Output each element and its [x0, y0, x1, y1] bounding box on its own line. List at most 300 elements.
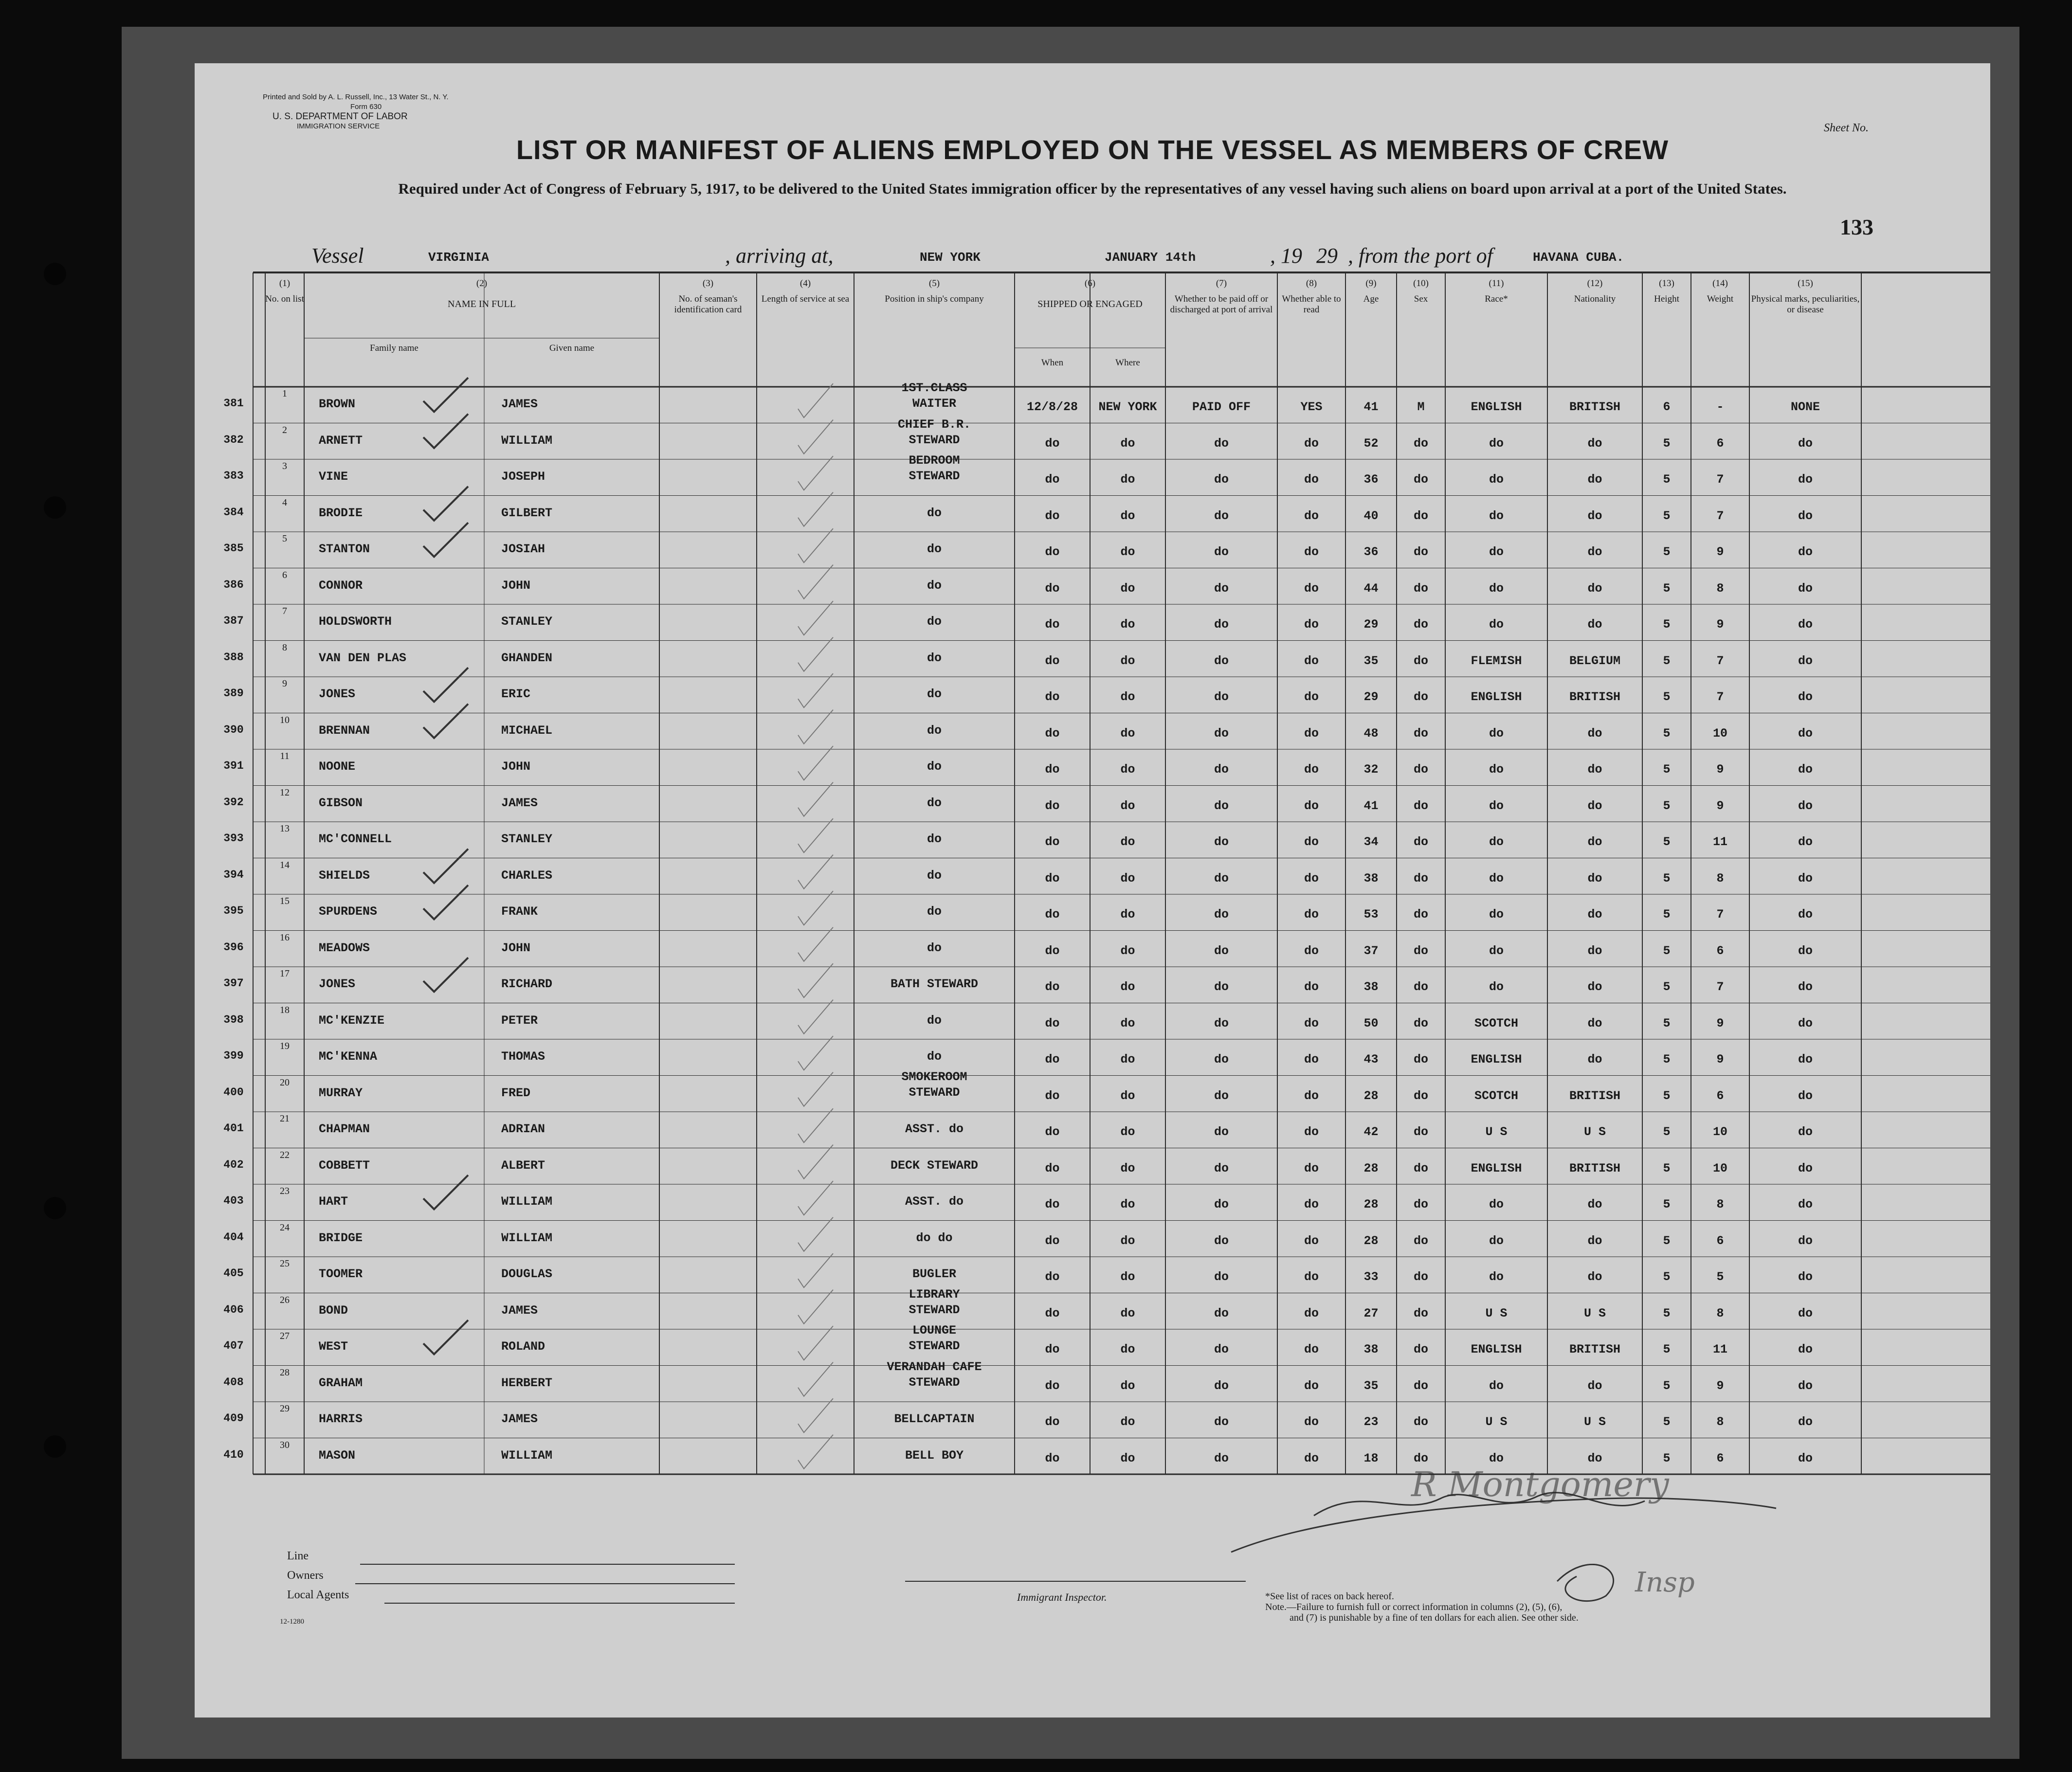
- margin-line-number: 395: [223, 904, 244, 918]
- nationality: do: [1587, 980, 1602, 994]
- column-header: [1445, 278, 1547, 305]
- shipped-where: do: [1120, 1378, 1135, 1393]
- family-name: NOONE: [319, 759, 356, 774]
- height: 5: [1663, 653, 1671, 668]
- column-number: (6): [1084, 278, 1096, 289]
- shipped-when: do: [1045, 1415, 1060, 1429]
- height: 5: [1663, 980, 1671, 994]
- signature-title: Insp: [1635, 1567, 1695, 1598]
- paid-off: do: [1214, 617, 1229, 632]
- nationality: do: [1587, 907, 1602, 922]
- position-in-company: do: [927, 1049, 942, 1064]
- column-number: (13): [1659, 278, 1674, 289]
- family-name: GRAHAM: [319, 1375, 363, 1390]
- physical-marks: do: [1798, 545, 1813, 560]
- paid-off: do: [1214, 545, 1229, 560]
- physical-marks: do: [1798, 798, 1813, 813]
- physical-marks: do: [1798, 1088, 1813, 1103]
- age: 34: [1363, 835, 1379, 850]
- physical-marks: do: [1798, 1306, 1813, 1320]
- weight: 9: [1716, 617, 1724, 632]
- column-header: [304, 278, 659, 309]
- paid-off: PAID OFF: [1192, 400, 1251, 415]
- nationality: do: [1587, 1016, 1602, 1031]
- height: 5: [1663, 835, 1671, 850]
- column-number: (7): [1216, 278, 1227, 289]
- manifest-page: [195, 63, 1990, 1718]
- punch-hole: [44, 1435, 66, 1458]
- margin-line-number: 403: [223, 1194, 244, 1208]
- given-name: JAMES: [501, 1412, 538, 1427]
- position-in-company: SMOKEROOM: [901, 1069, 967, 1084]
- shipped-when: do: [1045, 581, 1060, 596]
- nationality: BRITISH: [1569, 1342, 1621, 1357]
- given-name: STANLEY: [501, 615, 553, 629]
- column-header: [1345, 278, 1397, 305]
- physical-marks: do: [1798, 1197, 1813, 1212]
- position-in-company: do: [927, 759, 942, 774]
- table-row: [195, 1221, 1990, 1257]
- height: 5: [1663, 1270, 1671, 1284]
- position-in-company: ASST. do: [905, 1122, 964, 1137]
- form-code: 12-1280: [280, 1618, 304, 1626]
- shipped-when: do: [1045, 762, 1060, 777]
- list-number: 14: [280, 859, 290, 870]
- shipped-when: do: [1045, 653, 1060, 668]
- given-name: ROLAND: [501, 1339, 545, 1354]
- list-number: 21: [280, 1113, 290, 1124]
- able-to-read: do: [1304, 835, 1319, 850]
- weight: 10: [1712, 1125, 1727, 1139]
- able-to-read: do: [1304, 436, 1319, 451]
- nationality: BRITISH: [1569, 400, 1621, 415]
- margin-line-number: 392: [223, 796, 244, 809]
- physical-marks: do: [1798, 1161, 1813, 1175]
- shipped-where: do: [1120, 1306, 1135, 1320]
- race: do: [1489, 762, 1504, 777]
- column-header: [1547, 278, 1642, 305]
- column-label: Race*: [1485, 294, 1508, 304]
- family-name: MURRAY: [319, 1085, 363, 1100]
- margin-line-number: 396: [223, 940, 244, 954]
- physical-marks: do: [1798, 835, 1813, 850]
- list-number: 20: [280, 1077, 290, 1088]
- position-in-company: do do: [916, 1230, 953, 1245]
- able-to-read: do: [1304, 472, 1319, 487]
- list-number: 13: [280, 823, 290, 834]
- physical-marks: do: [1798, 690, 1813, 705]
- paid-off: do: [1214, 871, 1229, 886]
- race: do: [1489, 835, 1504, 850]
- sex: do: [1413, 508, 1428, 523]
- list-number: 8: [282, 642, 287, 653]
- race: do: [1489, 871, 1504, 886]
- footnote-line: Note.—Failure to furnish full or correct information in columns (2), (5), (6),: [1265, 1602, 1563, 1612]
- paid-off: do: [1214, 1016, 1229, 1031]
- age: 48: [1363, 726, 1379, 741]
- table-row: [195, 1438, 1990, 1475]
- able-to-read: do: [1304, 726, 1319, 741]
- given-name: JOSEPH: [501, 470, 545, 484]
- position-in-company: CHIEF B.R.: [897, 417, 971, 432]
- list-number: 28: [280, 1367, 290, 1378]
- column-number: (10): [1413, 278, 1429, 289]
- nationality: do: [1587, 1451, 1602, 1465]
- position-in-company: do: [927, 687, 942, 702]
- paid-off: do: [1214, 1161, 1229, 1175]
- race: do: [1489, 508, 1504, 523]
- service-name: IMMIGRATION SERVICE: [297, 122, 380, 130]
- sex: do: [1413, 943, 1428, 958]
- table-row: [195, 641, 1990, 677]
- paid-off: do: [1214, 943, 1229, 958]
- punch-hole: [44, 263, 66, 285]
- race: ENGLISH: [1471, 690, 1522, 705]
- height: 5: [1663, 1016, 1671, 1031]
- list-number: 6: [282, 569, 287, 580]
- position-in-company: BATH STEWARD: [890, 977, 979, 992]
- age: 23: [1363, 1415, 1379, 1429]
- column-label: Height: [1654, 294, 1679, 304]
- physical-marks: do: [1798, 581, 1813, 596]
- sex: do: [1413, 653, 1428, 668]
- sex: do: [1413, 726, 1428, 741]
- margin-line-number: 382: [223, 433, 244, 446]
- weight: 7: [1716, 907, 1724, 922]
- position-in-company: do: [927, 868, 942, 883]
- column-header: [854, 278, 1015, 305]
- given-name: FRANK: [501, 904, 538, 919]
- page-number: 133: [1840, 215, 1873, 239]
- height: 5: [1663, 1233, 1671, 1248]
- height: 5: [1663, 798, 1671, 813]
- height: 5: [1663, 1197, 1671, 1212]
- list-number: 25: [280, 1258, 290, 1269]
- paid-off: do: [1214, 581, 1229, 596]
- list-number: 11: [280, 751, 290, 762]
- given-name: THOMAS: [501, 1049, 545, 1064]
- shipped-where: do: [1120, 871, 1135, 886]
- physical-marks: do: [1798, 1270, 1813, 1284]
- shipped-where: do: [1120, 726, 1135, 741]
- margin-line-number: 397: [223, 977, 244, 990]
- nationality: do: [1587, 508, 1602, 523]
- paid-off: do: [1214, 798, 1229, 813]
- height: 5: [1663, 472, 1671, 487]
- column-number: (14): [1712, 278, 1728, 289]
- table-row: [195, 713, 1990, 750]
- given-name: ADRIAN: [501, 1122, 545, 1137]
- paid-off: do: [1214, 907, 1229, 922]
- position-in-company: do: [927, 940, 942, 955]
- able-to-read: do: [1304, 943, 1319, 958]
- nationality: do: [1587, 581, 1602, 596]
- table-row: [195, 1148, 1990, 1185]
- shipped-where: do: [1120, 1451, 1135, 1465]
- column-label: NAME IN FULL: [448, 299, 516, 309]
- table-row: [195, 1287, 1990, 1330]
- age: 35: [1363, 653, 1379, 668]
- footnote-line: *See list of races on back hereof.: [1265, 1591, 1394, 1602]
- column-subheader: When: [1041, 358, 1064, 368]
- list-number: 15: [280, 896, 290, 907]
- race: do: [1489, 980, 1504, 994]
- line-label: Line: [287, 1550, 309, 1562]
- shipped-when: do: [1045, 1088, 1060, 1103]
- column-number: (2): [476, 278, 488, 289]
- list-number: 24: [280, 1222, 290, 1233]
- margin-line-number: 394: [223, 868, 244, 881]
- shipped-where: do: [1120, 617, 1135, 632]
- position-in-company: do: [927, 615, 942, 629]
- nationality: do: [1587, 871, 1602, 886]
- paid-off: do: [1214, 835, 1229, 850]
- weight: 8: [1716, 581, 1724, 596]
- height: 5: [1663, 943, 1671, 958]
- column-label: Weight: [1707, 294, 1734, 304]
- position-in-company: ASST. do: [905, 1194, 964, 1209]
- table-row: [195, 604, 1990, 641]
- margin-line-number: 389: [223, 687, 244, 700]
- nationality: U S: [1583, 1306, 1606, 1320]
- race: do: [1489, 798, 1504, 813]
- margin-line-number: 405: [223, 1267, 244, 1280]
- race: do: [1489, 581, 1504, 596]
- given-name: CHARLES: [501, 868, 553, 883]
- paid-off: do: [1214, 1125, 1229, 1139]
- given-name: JOHN: [501, 940, 531, 955]
- shipped-where: do: [1120, 545, 1135, 560]
- family-name: MEADOWS: [319, 940, 370, 955]
- race: do: [1489, 472, 1504, 487]
- sex: do: [1413, 1125, 1428, 1139]
- age: 36: [1363, 472, 1379, 487]
- weight: 8: [1716, 1306, 1724, 1320]
- able-to-read: do: [1304, 907, 1319, 922]
- height: 5: [1663, 581, 1671, 596]
- sex: do: [1413, 690, 1428, 705]
- nationality: do: [1587, 1197, 1602, 1212]
- column-label: Physical marks, peculiarities, or disease: [1751, 294, 1860, 315]
- vessel-name: VIRGINIA: [428, 250, 489, 265]
- sex: do: [1413, 1415, 1428, 1429]
- table-row: [195, 677, 1990, 713]
- age: 41: [1363, 798, 1379, 813]
- table-row: [195, 786, 1990, 822]
- table-row: [195, 1257, 1990, 1293]
- family-name: WEST: [319, 1339, 348, 1354]
- race: FLEMISH: [1471, 653, 1522, 668]
- paid-off: do: [1214, 1451, 1229, 1465]
- punch-hole: [44, 496, 66, 519]
- weight: 9: [1716, 1378, 1724, 1393]
- age: 29: [1363, 690, 1379, 705]
- margin-line-number: 384: [223, 506, 244, 519]
- position-in-company: do: [927, 832, 942, 847]
- height: 5: [1663, 1415, 1671, 1429]
- given-name: WILLIAM: [501, 1230, 553, 1245]
- race: do: [1489, 617, 1504, 632]
- shipped-where: do: [1120, 1161, 1135, 1175]
- able-to-read: do: [1304, 581, 1319, 596]
- age: 36: [1363, 545, 1379, 560]
- column-label: No. of seaman's identification card: [674, 294, 742, 315]
- shipped-when: do: [1045, 871, 1060, 886]
- arrival-port: NEW YORK: [920, 250, 981, 265]
- able-to-read: do: [1304, 690, 1319, 705]
- race: do: [1489, 726, 1504, 741]
- margin-line-number: 409: [223, 1412, 244, 1425]
- age: 33: [1363, 1270, 1379, 1284]
- shipped-where: do: [1120, 690, 1135, 705]
- family-name: MC'CONNELL: [319, 832, 392, 847]
- form-number: Form 630: [350, 103, 382, 111]
- able-to-read: do: [1304, 1016, 1319, 1031]
- physical-marks: do: [1798, 1415, 1813, 1429]
- margin-line-number: 406: [223, 1303, 244, 1316]
- shipped-when: do: [1045, 1052, 1060, 1067]
- column-header: [1749, 278, 1861, 315]
- height: 5: [1663, 1052, 1671, 1067]
- shipped-where: do: [1120, 581, 1135, 596]
- column-label: Nationality: [1574, 294, 1616, 304]
- race: do: [1489, 1451, 1504, 1465]
- nationality: do: [1587, 1052, 1602, 1067]
- shipped-when: do: [1045, 835, 1060, 850]
- given-name: GHANDEN: [501, 651, 553, 665]
- height: 5: [1663, 762, 1671, 777]
- table-row: [195, 381, 1990, 423]
- race: do: [1489, 907, 1504, 922]
- column-subheader: Family name: [370, 343, 418, 353]
- sex: do: [1413, 1161, 1428, 1175]
- able-to-read: do: [1304, 1161, 1319, 1175]
- shipped-when: do: [1045, 545, 1060, 560]
- able-to-read: YES: [1300, 400, 1323, 415]
- position-in-company: do: [927, 506, 942, 520]
- nationality: do: [1587, 762, 1602, 777]
- list-number: 27: [280, 1331, 290, 1342]
- paid-off: do: [1214, 1306, 1229, 1320]
- given-name: JAMES: [501, 1303, 538, 1318]
- shipped-where: do: [1120, 436, 1135, 451]
- able-to-read: do: [1304, 1197, 1319, 1212]
- position-in-company: 1ST.CLASS: [901, 381, 967, 395]
- nationality: BRITISH: [1569, 1161, 1621, 1175]
- shipped-when: do: [1045, 980, 1060, 994]
- shipped-where: do: [1120, 1052, 1135, 1067]
- race: do: [1489, 545, 1504, 560]
- nationality: U S: [1583, 1415, 1606, 1429]
- shipped-when: do: [1045, 1306, 1060, 1320]
- family-name: BRODIE: [319, 506, 363, 520]
- given-name: FRED: [501, 1085, 531, 1100]
- column-header: [1691, 278, 1749, 305]
- able-to-read: do: [1304, 545, 1319, 560]
- position-in-company: STEWARD: [909, 1302, 960, 1317]
- paid-off: do: [1214, 1197, 1229, 1212]
- column-header: [1397, 278, 1445, 305]
- table-row: [195, 1323, 1990, 1366]
- height: 5: [1663, 1161, 1671, 1175]
- position-in-company: do: [927, 796, 942, 810]
- age: 42: [1363, 1125, 1379, 1139]
- height: 6: [1663, 400, 1671, 415]
- given-name: JAMES: [501, 397, 538, 412]
- given-name: ERIC: [501, 687, 531, 702]
- physical-marks: do: [1798, 436, 1813, 451]
- position-in-company: BEDROOM: [909, 453, 960, 468]
- family-name: BROWN: [319, 397, 356, 412]
- weight: 10: [1712, 726, 1727, 741]
- family-name: CHAPMAN: [319, 1122, 370, 1137]
- table-row: [195, 931, 1990, 967]
- family-name: VINE: [319, 470, 348, 484]
- family-name: STANTON: [319, 542, 370, 557]
- table-row: [195, 1039, 1990, 1076]
- weight: 6: [1716, 943, 1724, 958]
- shipped-where: do: [1120, 798, 1135, 813]
- column-header: [1642, 278, 1691, 305]
- family-name: SPURDENS: [319, 904, 378, 919]
- position-in-company: STEWARD: [909, 1339, 960, 1353]
- physical-marks: do: [1798, 726, 1813, 741]
- table-row: [195, 1112, 1990, 1148]
- sex: do: [1413, 545, 1428, 560]
- shipped-where: do: [1120, 1233, 1135, 1248]
- given-name: JOSIAH: [501, 542, 545, 557]
- race: ENGLISH: [1471, 400, 1522, 415]
- nationality: BRITISH: [1569, 690, 1621, 705]
- department-name: U. S. DEPARTMENT OF LABOR: [273, 111, 408, 122]
- sex: M: [1417, 400, 1425, 415]
- shipped-when: 12/8/28: [1026, 400, 1078, 415]
- physical-marks: do: [1798, 1233, 1813, 1248]
- sex: do: [1413, 1270, 1428, 1284]
- list-number: 10: [280, 714, 290, 725]
- weight: 6: [1716, 1088, 1724, 1103]
- able-to-read: do: [1304, 1125, 1319, 1139]
- weight: 8: [1716, 871, 1724, 886]
- table-row: [195, 967, 1990, 1003]
- family-name: JONES: [319, 687, 356, 702]
- column-label: Age: [1363, 294, 1379, 304]
- shipped-when: do: [1045, 1451, 1060, 1465]
- margin-line-number: 399: [223, 1049, 244, 1063]
- physical-marks: do: [1798, 508, 1813, 523]
- list-number: 26: [280, 1294, 290, 1305]
- column-number: (11): [1489, 278, 1504, 289]
- able-to-read: do: [1304, 1415, 1319, 1429]
- position-in-company: VERANDAH CAFE: [887, 1359, 982, 1374]
- race: do: [1489, 943, 1504, 958]
- margin-line-number: 410: [223, 1448, 244, 1461]
- able-to-read: do: [1304, 871, 1319, 886]
- shipped-where: do: [1120, 907, 1135, 922]
- shipped-where: do: [1120, 472, 1135, 487]
- race: SCOTCH: [1474, 1088, 1518, 1103]
- sex: do: [1413, 1197, 1428, 1212]
- position-in-company: LOUNGE: [912, 1323, 956, 1338]
- shipped-where: do: [1120, 943, 1135, 958]
- paid-off: do: [1214, 762, 1229, 777]
- weight: 8: [1716, 1415, 1724, 1429]
- race: do: [1489, 1233, 1504, 1248]
- nationality: do: [1587, 545, 1602, 560]
- table-row: [195, 822, 1990, 858]
- column-label: Sex: [1414, 294, 1428, 304]
- year-label: , 19: [1270, 244, 1302, 268]
